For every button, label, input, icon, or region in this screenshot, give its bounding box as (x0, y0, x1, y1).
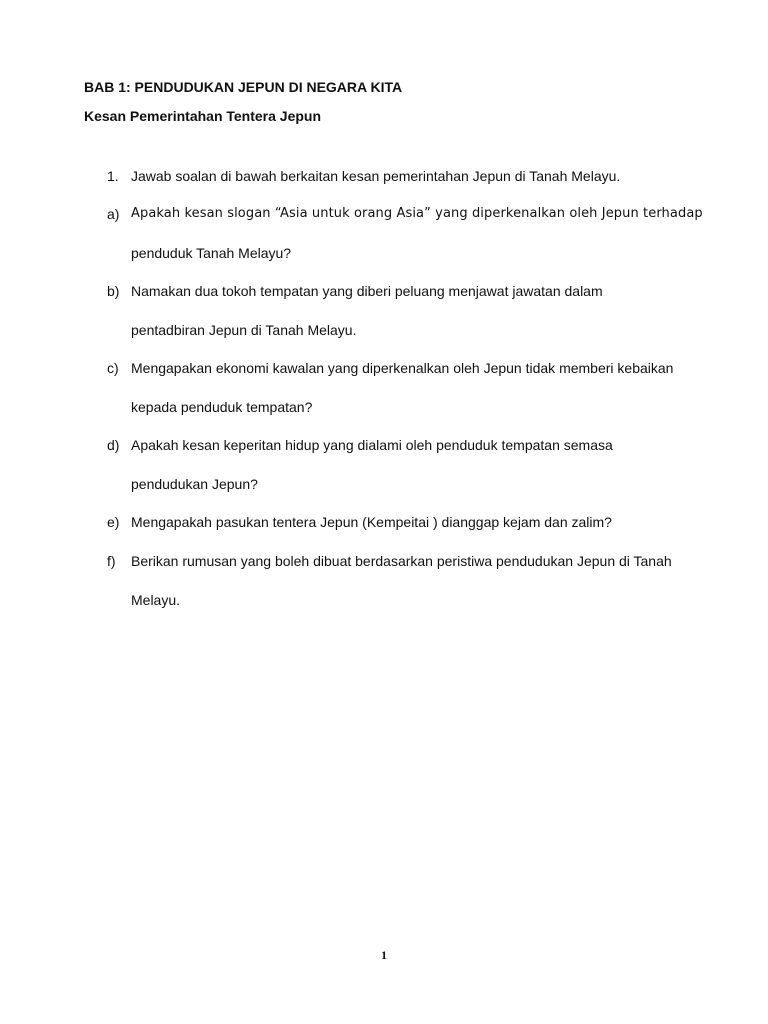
item-b-label: b) (107, 283, 120, 299)
item-d-label: d) (107, 437, 120, 453)
item-c-line-1: Mengapakan ekonomi kawalan yang diperkenalkan oleh Jepun tidak memberi kebaikan (131, 360, 674, 376)
question-text: Jawab soalan di bawah berkaitan kesan pemerintahan Jepun di Tanah Melayu. (131, 168, 621, 184)
question-number: 1. (107, 168, 119, 184)
item-b-line-2: pentadbiran Jepun di Tanah Melayu. (131, 322, 357, 338)
item-a-line-1: Apakah kesan slogan “Asia untuk orang Asia” yang diperkenalkan oleh Jepun terhadap (131, 206, 703, 221)
section-title: Kesan Pemerintahan Tentera Jepun (84, 108, 322, 124)
item-c-label: c) (107, 360, 119, 376)
item-a-label: a) (107, 206, 120, 222)
item-d-line-1: Apakah kesan keperitan hidup yang dialami oleh penduduk tempatan semasa (131, 437, 613, 453)
item-c-line-2: kepada penduduk tempatan? (131, 399, 313, 415)
item-f-label: f) (107, 553, 116, 569)
item-d-line-2: pendudukan Jepun? (131, 476, 258, 492)
item-e-line-1: Mengapakah pasukan tentera Jepun (Kempeitai ) dianggap kejam dan zalim? (131, 514, 612, 530)
item-f-line-2: Melayu. (131, 592, 181, 608)
page-number: 1 (381, 948, 387, 962)
chapter-title: BAB 1: PENDUDUKAN JEPUN DI NEGARA KITA (84, 79, 403, 95)
item-a-line-2: penduduk Tanah Melayu? (131, 245, 292, 261)
item-e-label: e) (107, 514, 120, 530)
item-b-line-1: Namakan dua tokoh tempatan yang diberi peluang menjawat jawatan dalam (131, 283, 603, 299)
item-f-line-1: Berikan rumusan yang boleh dibuat berdasarkan peristiwa pendudukan Jepun di Tanah (131, 553, 672, 569)
